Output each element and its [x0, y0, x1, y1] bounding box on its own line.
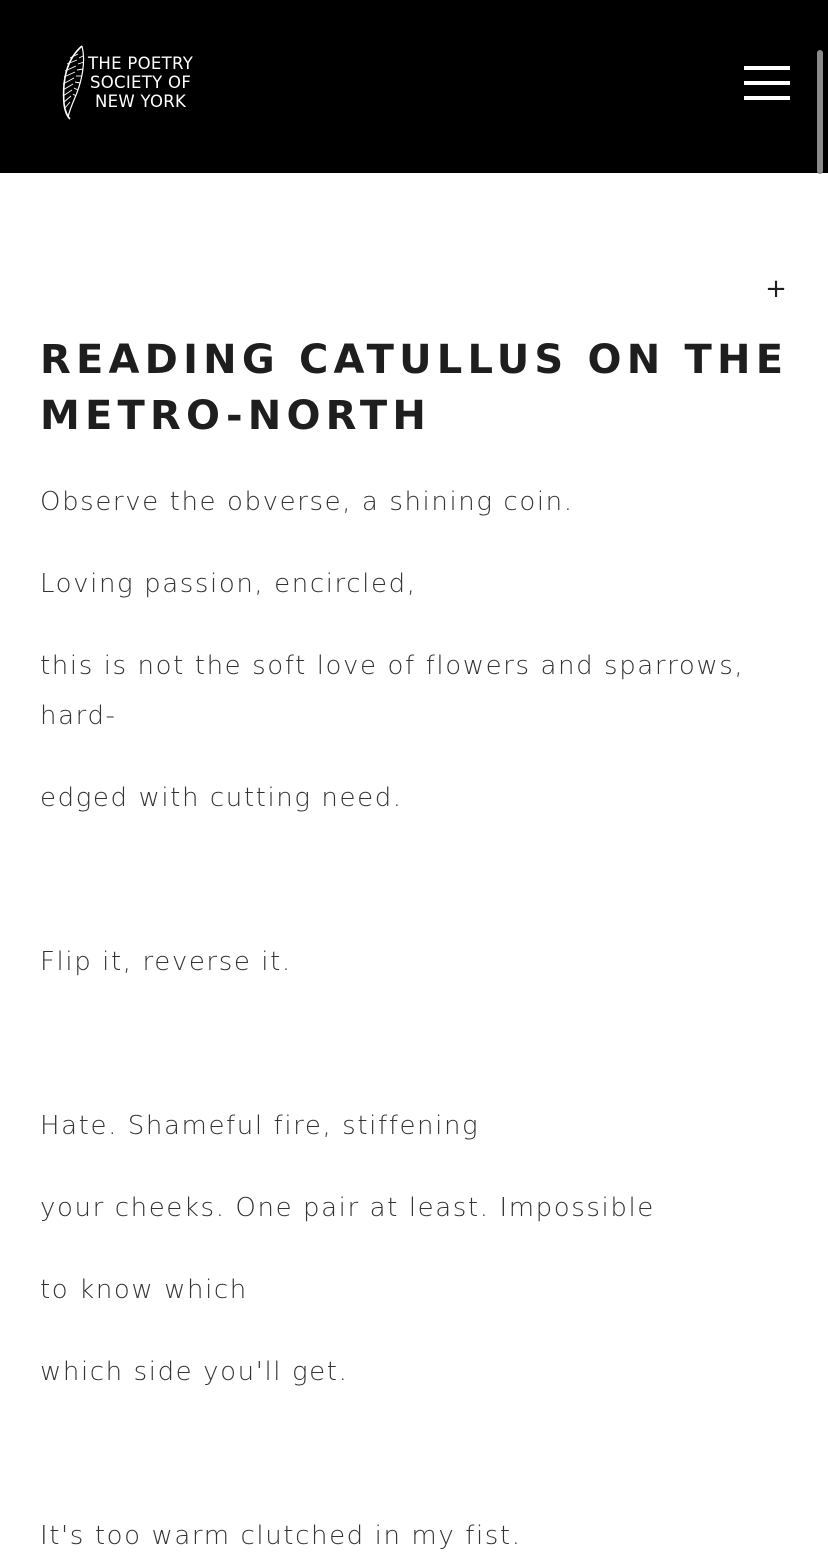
- poem-line: edged with cutting need.: [40, 783, 403, 813]
- expand-button[interactable]: +: [765, 274, 787, 304]
- scrollbar-thumb[interactable]: [817, 50, 823, 174]
- poem-line: Hate. Shameful fire, stiffening: [40, 1111, 480, 1141]
- feather-icon: [56, 44, 88, 120]
- menu-bar-top: [744, 66, 790, 70]
- site-logo[interactable]: [56, 44, 193, 120]
- menu-bar-middle: [744, 81, 790, 85]
- logo-line-2: SOCIETY OF: [89, 72, 192, 92]
- poem-line: which side you'll get.: [40, 1357, 349, 1387]
- logo-line-1: THE POETRY: [88, 53, 194, 73]
- poem-line: your cheeks. One pair at least. Impossible: [40, 1193, 655, 1223]
- poem-title: READING CATULLUS ON THE METRO-NORTH: [40, 337, 789, 439]
- logo-line-3: NEW YORK: [94, 91, 187, 111]
- poem-line: Observe the obverse, a shining coin.: [40, 487, 574, 517]
- poem-line: Flip it, reverse it.: [40, 947, 292, 977]
- poem-line: Loving passion, encircled,: [40, 569, 417, 599]
- poem-line: to know which: [40, 1275, 248, 1305]
- poem-line: this is not the soft love of flowers and sparrows, hard-: [40, 651, 745, 731]
- logo-wordmark: [88, 54, 193, 111]
- poem-line: It's too warm clutched in my fist.: [40, 1521, 522, 1551]
- hamburger-menu-icon[interactable]: [744, 64, 790, 102]
- site-header: [0, 0, 828, 173]
- menu-bar-bottom: [744, 96, 790, 100]
